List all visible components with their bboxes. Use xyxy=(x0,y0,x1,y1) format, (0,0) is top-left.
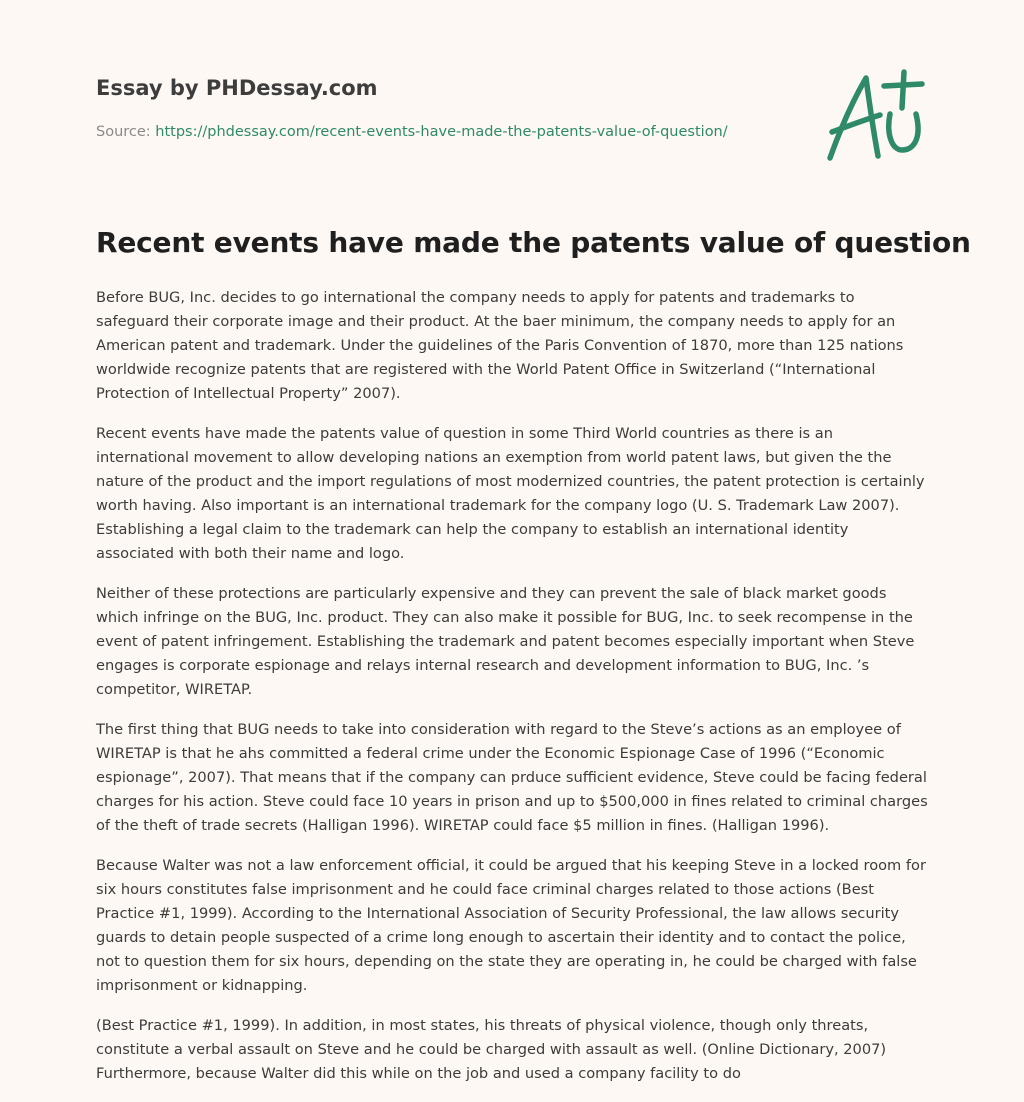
site-brand: Essay by PHDessay.com xyxy=(96,76,378,100)
essay-title: Recent events have made the patents value of question xyxy=(96,226,971,259)
essay-paragraph: Because Walter was not a law enforcement official, it could be argued that his keeping Steve in a locked room for six hours constitutes false imprisonment and he could face criminal charges related to those actions (Best Practice #1, 1999). According to the International Association of Security Professional, the law allows security guards to detain people suspected of a crime long enough to ascertain their identity and to contact the police, not to question them for six hours, depending on the state they are operating in, he could be charged with false imprisonment or kidnapping. xyxy=(96,857,926,994)
essay-paragraph: Before BUG, Inc. decides to go international the company needs to apply for patents and trademarks to safeguard their corporate image and their product. At the baer minimum, the company needs to apply for an American patent and trademark. Under the guidelines of the Paris Convention of 1870, more than 125 nations worldwide recognize patents that are registered with the World Patent Office in Switzerland (“International Protection of Intellectual Property” 2007). xyxy=(96,289,904,402)
a-plus-grade-icon xyxy=(818,68,930,164)
essay-paragraph: (Best Practice #1, 1999). In addition, in most states, his threats of physical violence, though only threats, constitute a verbal assault on Steve and he could be charged with assault as well. (Online Dictionary, 2007) Furthermore, because Walter did this while on the job and used a company facility to do xyxy=(96,1017,887,1082)
essay-body xyxy=(96,286,928,1102)
source-line xyxy=(96,124,728,140)
essay-paragraph: The first thing that BUG needs to take into consideration with regard to the Steve’s actions as an employee of WIRETAP is that he ahs committed a federal crime under the Economic Espionage Case of 1996 (“Economic espionage”, 2007). That means that if the company can prduce sufficient evidence, Steve could be facing federal charges for his action. Steve could face 10 years in prison and up to $500,000 in fines related to criminal charges of the theft of trade secrets (Halligan 1996). WIRETAP could face $5 million in fines. (Halligan 1996). xyxy=(96,721,928,834)
source-link[interactable]: https://phdessay.com/recent-events-have-made-the-patents-value-of-question/ xyxy=(155,124,728,140)
source-label: Source: xyxy=(96,124,151,140)
essay-paragraph: Neither of these protections are particularly expensive and they can prevent the sale of black market goods which infringe on the BUG, Inc. product. They can also make it possible for BUG, Inc. to seek recompense in the event of patent infringement. Establishing the trademark and patent becomes especially important when Steve engages is corporate espionage and relays internal research and development information to BUG, Inc. ’s competitor, WIRETAP. xyxy=(96,585,915,698)
essay-paragraph: Recent events have made the patents value of question in some Third World countries as there is an international movement to allow developing nations an exemption from world patent laws, but given the the nature of the product and the import regulations of most modernized countries, the patent protection is certainly worth having. Also important is an international trademark for the company logo (U. S. Trademark Law 2007). Establishing a legal claim to the trademark can help the company to establish an international identity associated with both their name and logo. xyxy=(96,425,925,562)
